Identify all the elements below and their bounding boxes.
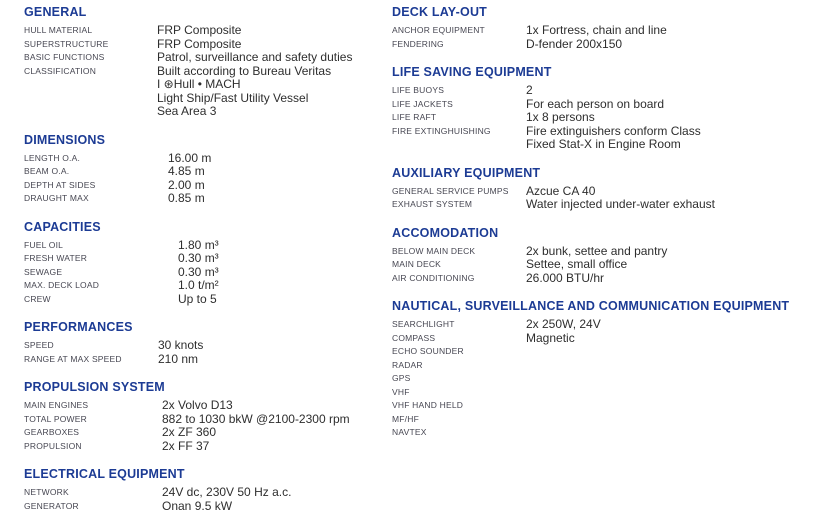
section-rows — [24, 152, 374, 206]
spec-label: SUPERSTRUCTURE — [24, 38, 109, 49]
spec-row — [392, 386, 824, 400]
spec-label: FUEL OIL — [24, 239, 64, 250]
spec-row — [24, 24, 374, 38]
section-title: PROPULSION SYSTEM — [24, 380, 165, 394]
spec-label: RANGE AT MAX SPEED — [24, 353, 122, 364]
section-title: ELECTRICAL EQUIPMENT — [24, 467, 185, 481]
spec-values — [157, 293, 374, 307]
section-rows — [24, 239, 374, 307]
spec-section — [392, 66, 824, 152]
spec-values — [157, 426, 374, 440]
spec-values — [157, 413, 374, 427]
spec-values — [526, 185, 824, 199]
section-rows — [392, 24, 824, 51]
spec-values — [526, 125, 824, 152]
spec-row — [24, 293, 374, 307]
section-title: ACCOMODATION — [392, 225, 499, 240]
section-title: LIFE SAVING EQUIPMENT — [392, 65, 552, 79]
spec-values — [526, 84, 824, 98]
spec-value: 2x FF 37 — [162, 438, 210, 453]
spec-value: 1.0 t/m² — [178, 278, 219, 292]
spec-values — [526, 38, 824, 52]
spec-row — [392, 345, 824, 359]
section-rows — [392, 318, 824, 440]
spec-label: BASIC FUNCTIONS — [24, 52, 105, 62]
spec-label: SEWAGE — [24, 266, 63, 277]
spec-row — [392, 258, 824, 272]
spec-label: BEAM O.A. — [24, 166, 70, 176]
spec-label: VHF HAND HELD — [392, 400, 464, 410]
spec-values — [157, 353, 374, 367]
section-title: CAPACITIES — [24, 219, 101, 234]
section-title: DIMENSIONS — [24, 132, 106, 147]
spec-label: FENDERING — [392, 38, 444, 49]
spec-value: FRP Composite — [157, 36, 242, 51]
spec-values — [526, 98, 824, 112]
spec-values — [157, 38, 374, 52]
spec-label: SPEED — [24, 340, 54, 350]
spec-values — [526, 318, 824, 332]
spec-values — [157, 24, 374, 38]
spec-row — [392, 198, 824, 212]
spec-row — [24, 266, 374, 280]
spec-value: Water injected under-water exhaust — [526, 197, 715, 211]
spec-label: DEPTH AT SIDES — [24, 179, 96, 190]
spec-section — [392, 227, 824, 286]
spec-label: FRESH WATER — [24, 253, 88, 263]
section-rows — [392, 245, 824, 286]
section-title: DECK LAY-OUT — [392, 5, 488, 19]
spec-row — [24, 339, 374, 353]
spec-value: 4.85 m — [168, 164, 205, 178]
spec-section — [392, 300, 824, 440]
spec-values — [157, 399, 374, 413]
section-rows — [24, 486, 374, 513]
spec-row — [392, 399, 824, 413]
spec-row — [392, 111, 824, 125]
spec-values — [157, 65, 374, 119]
spec-label: FIRE EXTINGHUISHING — [392, 125, 491, 136]
spec-value: Up to 5 — [178, 291, 217, 306]
spec-label: MAIN DECK — [392, 259, 442, 269]
spec-label: TOTAL POWER — [24, 413, 87, 424]
spec-label: RADAR — [392, 359, 423, 370]
spec-values — [157, 500, 374, 514]
section-rows — [392, 185, 824, 212]
spec-value: Patrol, surveillance and safety duties — [157, 50, 353, 64]
spec-row — [392, 359, 824, 373]
spec-value: Azcue CA 40 — [526, 183, 596, 198]
spec-row — [392, 125, 824, 152]
spec-row — [24, 38, 374, 52]
section-rows — [392, 84, 824, 152]
spec-section — [24, 221, 374, 307]
spec-row — [24, 426, 374, 440]
spec-value: D-fender 200x150 — [526, 36, 623, 51]
spec-row — [24, 279, 374, 293]
spec-row — [24, 500, 374, 514]
section-rows — [24, 339, 374, 366]
spec-row — [392, 98, 824, 112]
spec-label: GPS — [392, 373, 411, 383]
spec-value: 2x ZF 360 — [162, 425, 217, 439]
spec-label: VHF — [392, 386, 410, 397]
spec-label: BELOW MAIN DECK — [392, 245, 476, 256]
spec-label: CREW — [24, 293, 51, 304]
spec-value: Built according to Bureau Veritas — [157, 63, 332, 78]
spec-values — [526, 111, 824, 125]
spec-values — [526, 272, 824, 286]
section-title: AUXILIARY EQUIPMENT — [392, 165, 541, 180]
spec-values — [157, 486, 374, 500]
spec-values — [526, 24, 824, 38]
spec-value: 2.00 m — [168, 177, 205, 192]
spec-label: DRAUGHT MAX — [24, 193, 89, 203]
spec-value: For each person on board — [526, 96, 665, 111]
spec-value: 16.00 m — [168, 150, 212, 165]
spec-value: Settee, small office — [526, 257, 628, 271]
spec-section — [392, 6, 824, 51]
spec-row — [24, 51, 374, 65]
right-column — [392, 6, 824, 440]
spec-values — [157, 192, 374, 206]
spec-values — [526, 332, 824, 346]
spec-row — [392, 185, 824, 199]
spec-value: Fixed Stat-X in Engine Room — [526, 137, 681, 151]
spec-value: 0.30 m³ — [178, 251, 219, 265]
spec-label: HULL MATERIAL — [24, 25, 93, 35]
spec-section — [24, 321, 374, 366]
spec-value: 2x 250W, 24V — [526, 317, 601, 331]
spec-row — [24, 399, 374, 413]
spec-values — [157, 152, 374, 166]
section-rows — [24, 399, 374, 453]
spec-label: LENGTH O.A. — [24, 152, 81, 163]
spec-label: AIR CONDITIONING — [392, 272, 475, 283]
spec-label: ANCHOR EQUIPMENT — [392, 25, 485, 35]
spec-values — [526, 198, 824, 212]
spec-value: Light Ship/Fast Utility Vessel — [157, 90, 309, 105]
spec-value: Magnetic — [526, 330, 575, 345]
spec-values — [157, 165, 374, 179]
spec-row — [392, 38, 824, 52]
spec-label: MAIN ENGINES — [24, 400, 89, 410]
spec-label: PROPULSION — [24, 440, 82, 451]
spec-value: 210 nm — [158, 351, 199, 366]
section-title: PERFORMANCES — [24, 320, 133, 334]
section-rows — [24, 24, 374, 119]
spec-values — [526, 245, 824, 259]
spec-row — [392, 24, 824, 38]
spec-label: ECHO SOUNDER — [392, 346, 464, 356]
spec-value: 2x Volvo D13 — [162, 398, 233, 412]
spec-value: 26.000 BTU/hr — [526, 270, 605, 285]
spec-row — [24, 252, 374, 266]
spec-values — [157, 279, 374, 293]
spec-row — [392, 372, 824, 386]
spec-values — [526, 258, 824, 272]
spec-value: 24V dc, 230V 50 Hz a.c. — [162, 485, 292, 499]
spec-row — [392, 245, 824, 259]
spec-row — [24, 486, 374, 500]
spec-values — [157, 239, 374, 253]
spec-values — [157, 339, 374, 353]
spec-value: 30 knots — [158, 338, 204, 352]
spec-row — [24, 179, 374, 193]
spec-value: I ⊛Hull • MACH — [157, 77, 241, 91]
spec-value: FRP Composite — [157, 23, 242, 37]
spec-value: 0.30 m³ — [178, 264, 219, 279]
spec-values — [157, 252, 374, 266]
spec-label: LIFE RAFT — [392, 112, 437, 122]
spec-value: Onan 9.5 kW — [162, 498, 233, 513]
section-title: GENERAL — [24, 5, 87, 19]
spec-label: NAVTEX — [392, 427, 427, 437]
spec-value: Sea Area 3 — [157, 104, 217, 118]
spec-value: 0.85 m — [168, 191, 205, 205]
spec-label: COMPASS — [392, 332, 436, 343]
spec-label: LIFE BUOYS — [392, 85, 445, 95]
spec-section — [24, 6, 374, 119]
spec-value: 1x 8 persons — [526, 110, 595, 124]
spec-row — [24, 413, 374, 427]
spec-label: CLASSIFICATION — [24, 65, 97, 76]
spec-row — [392, 426, 824, 440]
spec-value: 882 to 1030 bkW @2100-2300 rpm — [162, 411, 350, 426]
spec-row — [24, 65, 374, 119]
spec-row — [392, 332, 824, 346]
spec-label: GENERAL SERVICE PUMPS — [392, 185, 509, 196]
spec-row — [24, 192, 374, 206]
spec-section — [24, 134, 374, 206]
spec-row — [24, 165, 374, 179]
spec-row — [392, 413, 824, 427]
section-title: NAUTICAL, SURVEILLANCE AND COMMUNICATION EQUIPMENT — [392, 299, 790, 313]
spec-row — [24, 353, 374, 367]
spec-label: SEARCHLIGHT — [392, 319, 455, 329]
spec-values — [157, 440, 374, 454]
spec-value: 2 — [526, 83, 533, 97]
spec-values — [157, 51, 374, 65]
spec-row — [24, 440, 374, 454]
spec-row — [24, 239, 374, 253]
spec-value: 1x Fortress, chain and line — [526, 23, 667, 37]
spec-label: MAX. DECK LOAD — [24, 280, 100, 290]
left-column — [24, 6, 374, 513]
spec-row — [392, 84, 824, 98]
spec-values — [157, 266, 374, 280]
spec-label: GEARBOXES — [24, 427, 80, 437]
spec-row — [24, 152, 374, 166]
spec-label: LIFE JACKETS — [392, 98, 453, 109]
spec-section — [24, 468, 374, 513]
spec-row — [392, 318, 824, 332]
spec-label: MF/HF — [392, 413, 419, 424]
spec-label: NETWORK — [24, 487, 69, 497]
spec-label: EXHAUST SYSTEM — [392, 199, 473, 209]
spec-value: Fire extinguishers conform Class — [526, 123, 701, 138]
spec-values — [157, 179, 374, 193]
spec-row — [392, 272, 824, 286]
spec-section — [24, 381, 374, 453]
spec-section — [392, 167, 824, 212]
spec-value: 1.80 m³ — [178, 237, 219, 252]
spec-value: 2x bunk, settee and pantry — [526, 243, 668, 258]
spec-label: GENERATOR — [24, 500, 79, 511]
